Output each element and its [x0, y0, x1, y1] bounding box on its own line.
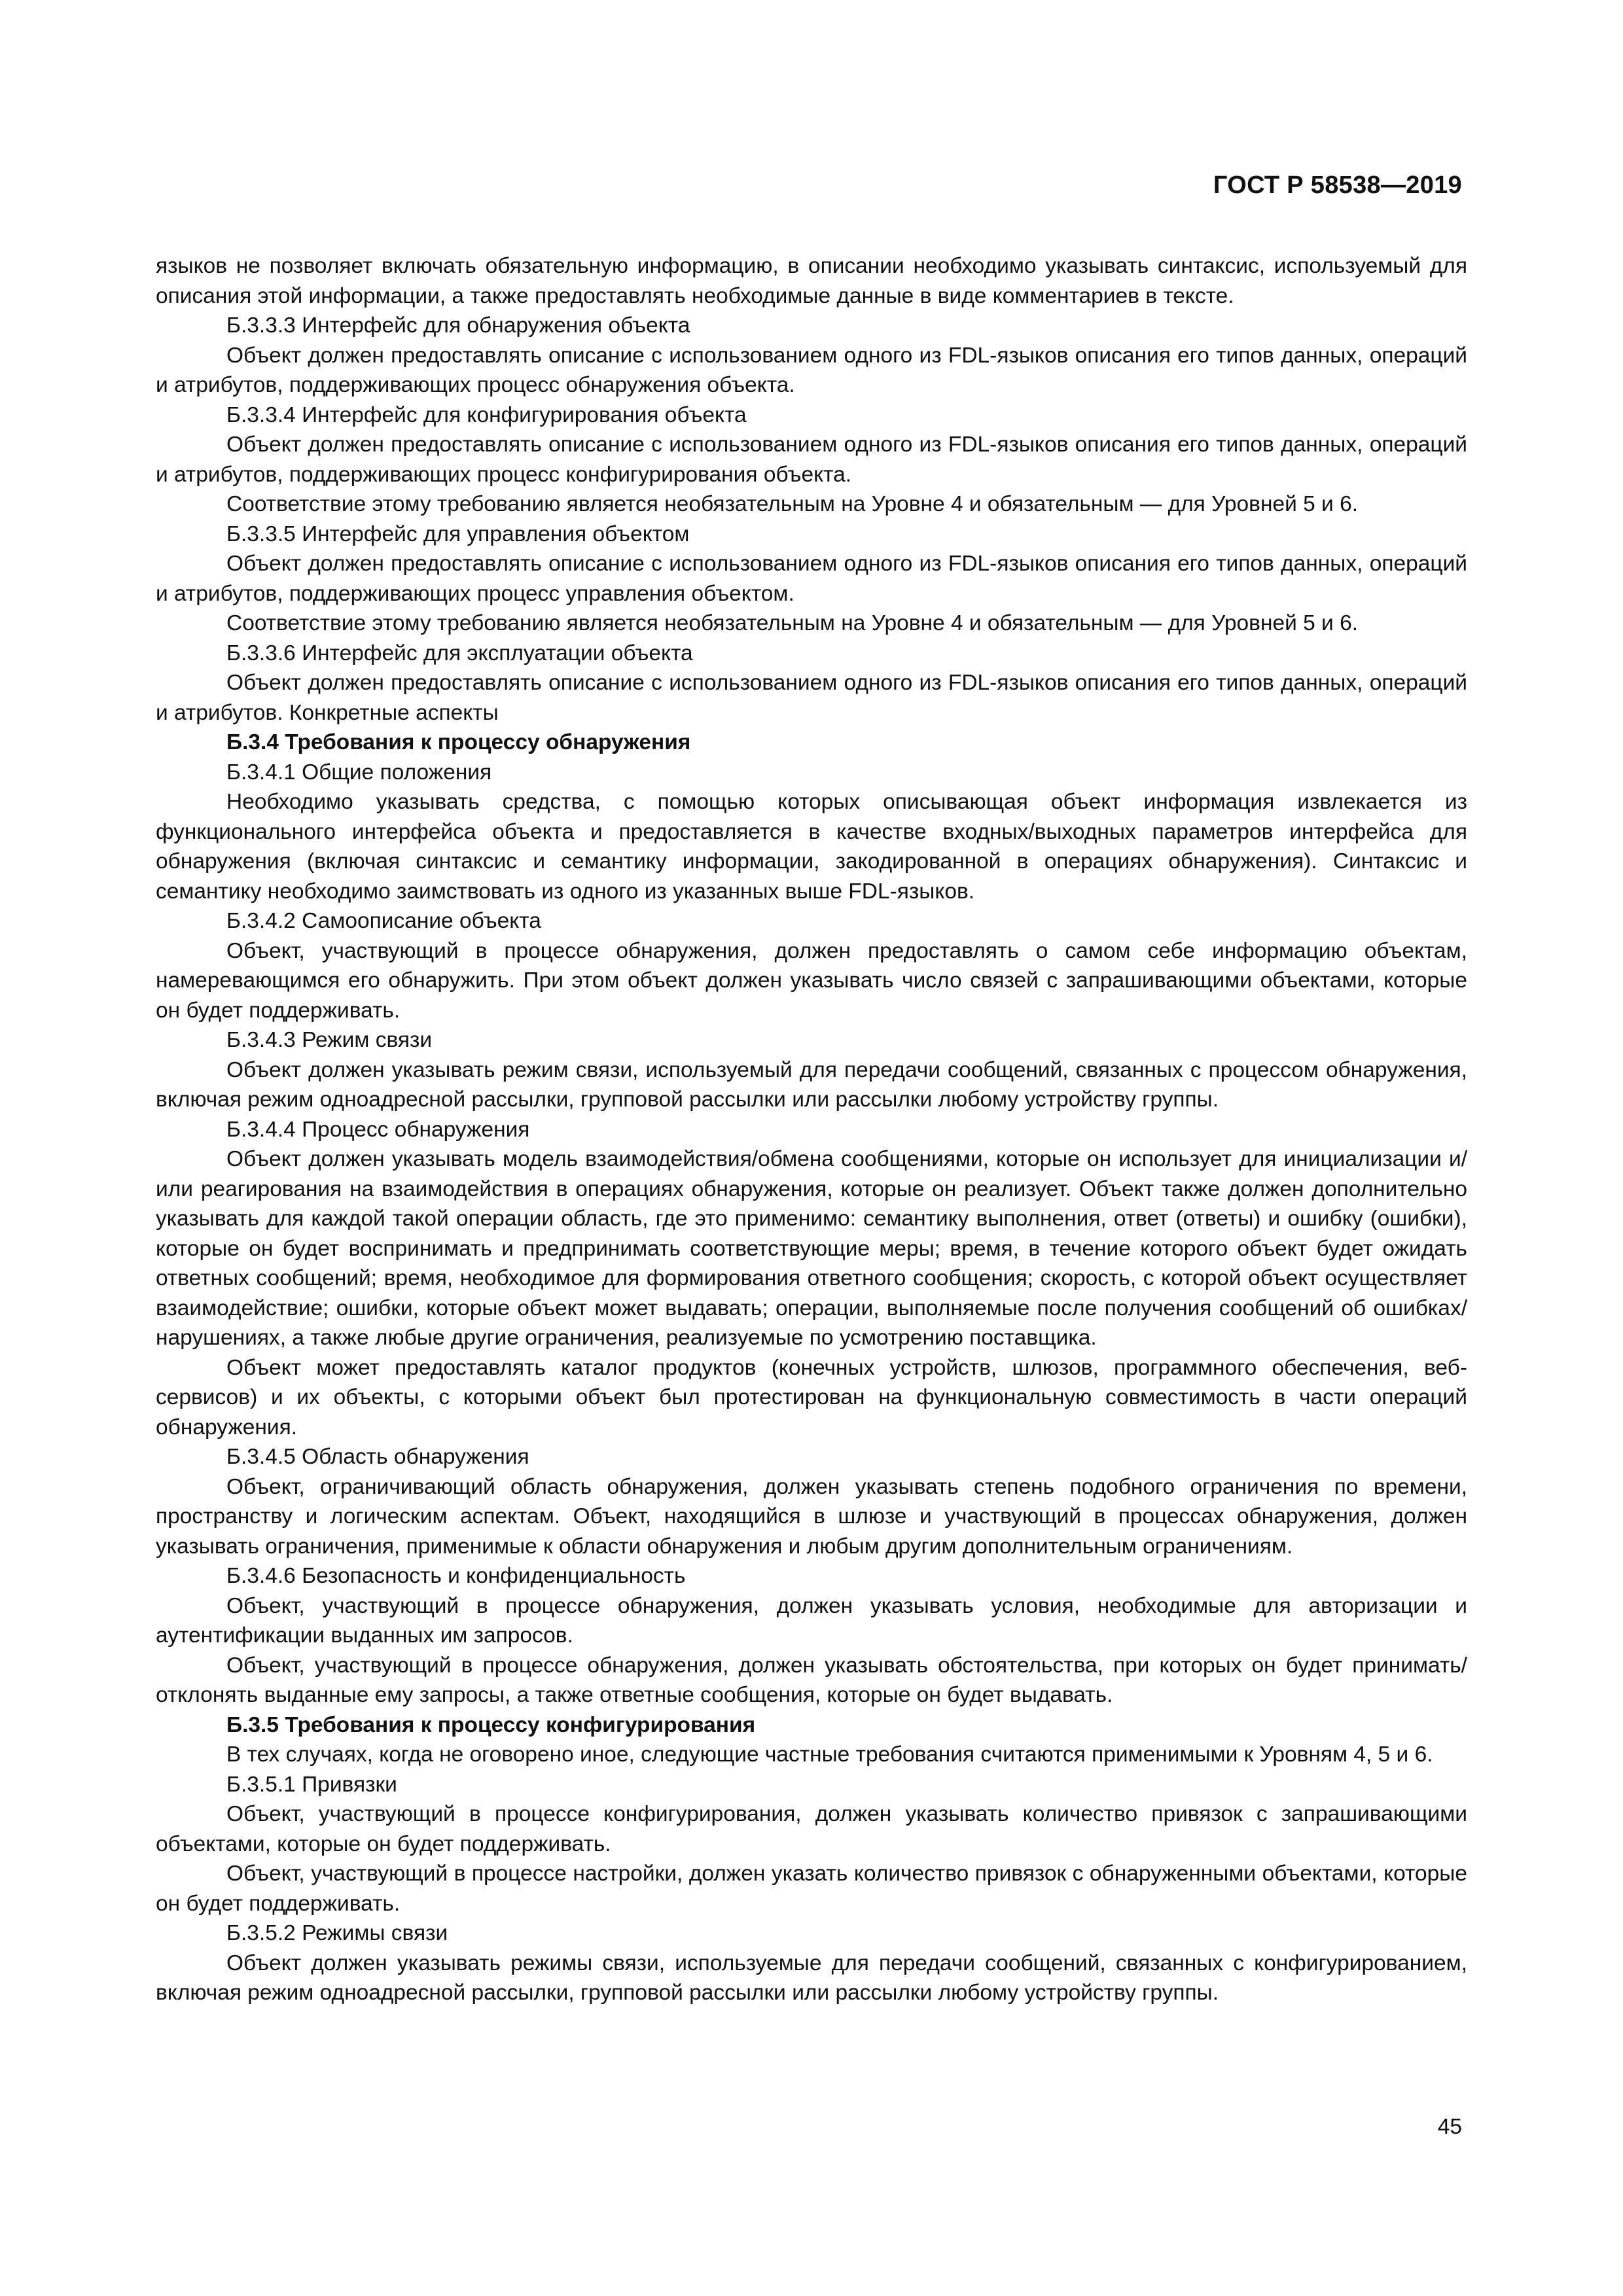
paragraph: Соответствие этому требованию является необязательным на Уровне 4 и обязательным — для Уровней 5 и 6. [226, 492, 1359, 516]
paragraph: Б.3.4.4 Процесс обнаружения [226, 1117, 530, 1142]
paragraph: Б.3.3.6 Интерфейс для эксплуатации объекта [226, 641, 693, 665]
document-body [156, 251, 1467, 2008]
paragraph: Б.3.4.5 Область обнаружения [226, 1445, 529, 1469]
paragraph: языков не позволяет включать обязательную информацию, в описании необходимо указывать синтаксис, используемый для описания этой информации, а также предоставлять необходимые данные в виде комментариев в тексте. [156, 254, 1467, 308]
paragraph: Б.3.4.2 Самоописание объекта [226, 909, 541, 933]
paragraph: Объект должен предоставлять описание с использованием одного из FDL-языков описания его типов данных, операций и атрибутов. Конкретные аспекты [156, 671, 1467, 725]
paragraph: Объект, ограничивающий область обнаружения, должен указывать степень подобного ограничения по времени, пространству и логическим аспектам. Объект, находящийся в шлюзе и участвующий в процессах обнаружения, должен указывать ограничения, применимые к области обнаружения и любым другим дополнительным ограничениям. [156, 1474, 1467, 1559]
paragraph: Соответствие этому требованию является необязательным на Уровне 4 и обязательным — для Уровней 5 и 6. [226, 611, 1359, 635]
paragraph: Объект, участвующий в процессе обнаружения, должен указывать условия, необходимые для авторизации и аутентификации выданных им запросов. [156, 1593, 1467, 1648]
paragraph: В тех случаях, когда не оговорено иное, следующие частные требования считаются применимыми к Уровням 4, 5 и 6. [226, 1742, 1433, 1767]
paragraph: Б.3.4.1 Общие положения [226, 760, 492, 785]
paragraph: Б.3.3.4 Интерфейс для конфигурирования объекта [226, 402, 747, 427]
paragraph: Объект, участвующий в процессе обнаружения, должен указывать обстоятельства, при которых он будет принимать/отклонять выданные ему запросы, а также ответные сообщения, которые он будет выдавать. [156, 1653, 1467, 1707]
section-heading: Б.3.4 Требования к процессу обнаружения [226, 730, 691, 754]
paragraph: Б.3.3.5 Интерфейс для управления объектом [226, 521, 690, 546]
paragraph: Объект, участвующий в процессе конфигурирования, должен указывать количество привязок с запрашивающими объектами, которые он будет поддерживать. [156, 1802, 1467, 1856]
section-heading: Б.3.5 Требования к процессу конфигурирования [226, 1712, 756, 1737]
paragraph: Б.3.5.1 Привязки [226, 1772, 397, 1797]
paragraph: Необходимо указывать средства, с помощью которых описывающая объект информация извлекается из функционального интерфейса объекта и предоставляется в качестве входных/выходных параметров интерфейса для обнаружения (включая синтаксис и семантику информации, закодированной в операциях обнаружения). Синтаксис и семантику необходимо заимствовать из одного из указанных выше FDL-языков. [156, 790, 1467, 904]
paragraph: Объект должен указывать режим связи, используемый для передачи сообщений, связанных с процессом обнаружения, включая режим одноадресной рассылки, групповой рассылки или рассылки любому устройству группы. [156, 1057, 1467, 1112]
paragraph: Б.3.3.3 Интерфейс для обнаружения объекта [226, 313, 690, 338]
paragraph: Объект, участвующий в процессе настройки, должен указать количество привязок с обнаруженными объектами, которые он будет поддерживать. [156, 1862, 1467, 1916]
page-number: 45 [1437, 2115, 1462, 2139]
paragraph: Объект должен указывать модель взаимодействия/обмена сообщениями, которые он использует для инициализации и/или реагирования на взаимодействия в операциях обнаружения, которые он реализует. Объект также должен дополнительно указывать для каждой такой операции область, где это применимо: семантику выполнения, ответ (ответы) и ошибку (ошибки), которые он будет воспринимать и предпринимать соответствующие меры; время, в течение которого объект будет ожидать ответных сообщений; время, необходимое для формирования ответного сообщения; скорость, с которой объект осуществляет взаимодействие; ошибки, которые объект может выдавать; операции, выполняемые после получения сообщений об ошибках/нарушениях, а также любые другие ограничения, реализуемые по усмотрению поставщика. [156, 1147, 1467, 1350]
paragraph: Б.3.4.3 Режим связи [226, 1028, 433, 1052]
paragraph: Объект, участвующий в процессе обнаружения, должен предоставлять о самом себе информацию объектам, намеревающимся его обнаружить. При этом объект должен указывать число связей с запрашивающими объектами, которые он будет поддерживать. [156, 938, 1467, 1023]
paragraph: Б.3.4.6 Безопасность и конфиденциальность [226, 1564, 686, 1588]
paragraph: Объект должен предоставлять описание с использованием одного из FDL-языков описания его типов данных, операций и атрибутов, поддерживающих процесс конфигурирования объекта. [156, 433, 1467, 487]
document-code-header: ГОСТ Р 58538—2019 [1213, 171, 1462, 199]
paragraph: Объект может предоставлять каталог продуктов (конечных устройств, шлюзов, программного обеспечения, веб-сервисов) и их объекты, с которыми объект был протестирован на функциональную совместимость в части операций обнаружения. [156, 1355, 1467, 1439]
paragraph: Б.3.5.2 Режимы связи [226, 1921, 448, 1945]
paragraph: Объект должен предоставлять описание с использованием одного из FDL-языков описания его типов данных, операций и атрибутов, поддерживающих процесс обнаружения объекта. [156, 343, 1467, 397]
paragraph: Объект должен предоставлять описание с использованием одного из FDL-языков описания его типов данных, операций и атрибутов, поддерживающих процесс управления объектом. [156, 552, 1467, 606]
paragraph: Объект должен указывать режимы связи, используемые для передачи сообщений, связанных с конфигурированием, включая режим одноадресной рассылки, групповой рассылки или рассылки любому устройству группы. [156, 1951, 1467, 2005]
